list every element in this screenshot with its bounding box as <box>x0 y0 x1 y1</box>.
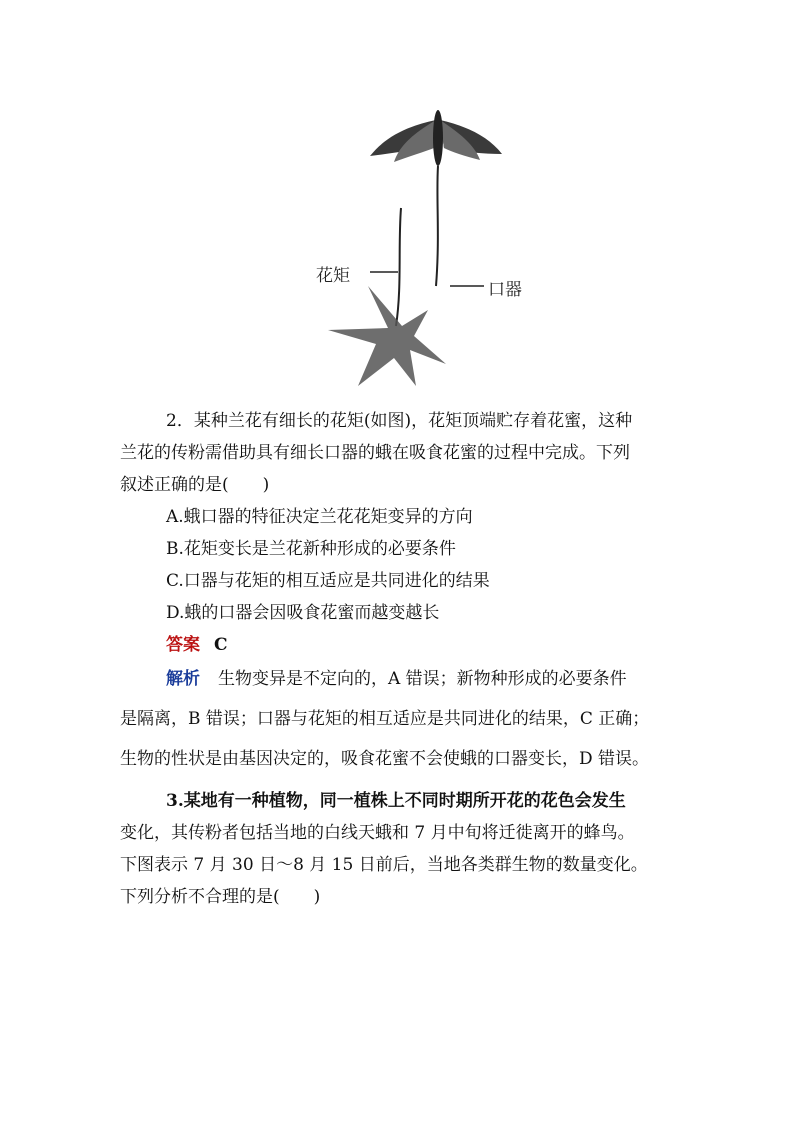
q2-explanation-line1 <box>166 668 627 690</box>
q2-explanation-line3: 生物的性状是由基因决定的，吸食花蜜不会使蛾的口器变长，D 错误。 <box>120 749 650 769</box>
q2-option-d: D.蛾的口器会因吸食花蜜而越变越长 <box>166 603 440 623</box>
q3-stem-line3: 下图表示 7 月 30 日～8 月 15 日前后，当地各类群生物的数量变化。 <box>120 855 648 875</box>
q3-stem-line1: 3.某地有一种植物，同一植株上不同时期所开花的花色会发生 <box>166 791 626 811</box>
q2-stem-line1: 2．某种兰花有细长的花矩(如图)，花矩顶端贮存着花蜜，这种 <box>166 411 633 431</box>
q2-explanation-line2: 是隔离，B 错误；口器与花矩的相互适应是共同进化的结果，C 正确； <box>120 709 650 729</box>
q2-stem-line2: 兰花的传粉需借助具有细长口器的蛾在吸食花蜜的过程中完成。下列 <box>120 443 630 463</box>
q2-stem-line3: 叙述正确的是( ) <box>120 475 270 495</box>
q2-answer <box>166 634 228 656</box>
spur-label: 花矩 <box>316 266 350 286</box>
explanation-text-1: 生物变异是不定向的，A 错误；新物种形成的必要条件 <box>218 669 627 689</box>
answer-value: C <box>214 635 228 655</box>
q3-stem-line4: 下列分析不合理的是( ) <box>120 887 321 907</box>
q2-option-a: A.蛾口器的特征决定兰花花矩变异的方向 <box>166 507 473 527</box>
mouthpart-label: 口器 <box>488 280 522 300</box>
q2-option-c: C.口器与花矩的相互适应是共同进化的结果 <box>166 571 490 591</box>
answer-label: 答案 <box>166 635 200 655</box>
q3-stem-line2: 变化，其传粉者包括当地的白线天蛾和 7 月中旬将迁徙离开的蜂鸟。 <box>120 823 635 843</box>
explanation-label: 解析 <box>166 669 200 689</box>
moth-orchid-figure <box>298 96 542 396</box>
q2-option-b: B.花矩变长是兰花新种形成的必要条件 <box>166 539 456 559</box>
moth-orchid-illustration <box>298 96 542 396</box>
